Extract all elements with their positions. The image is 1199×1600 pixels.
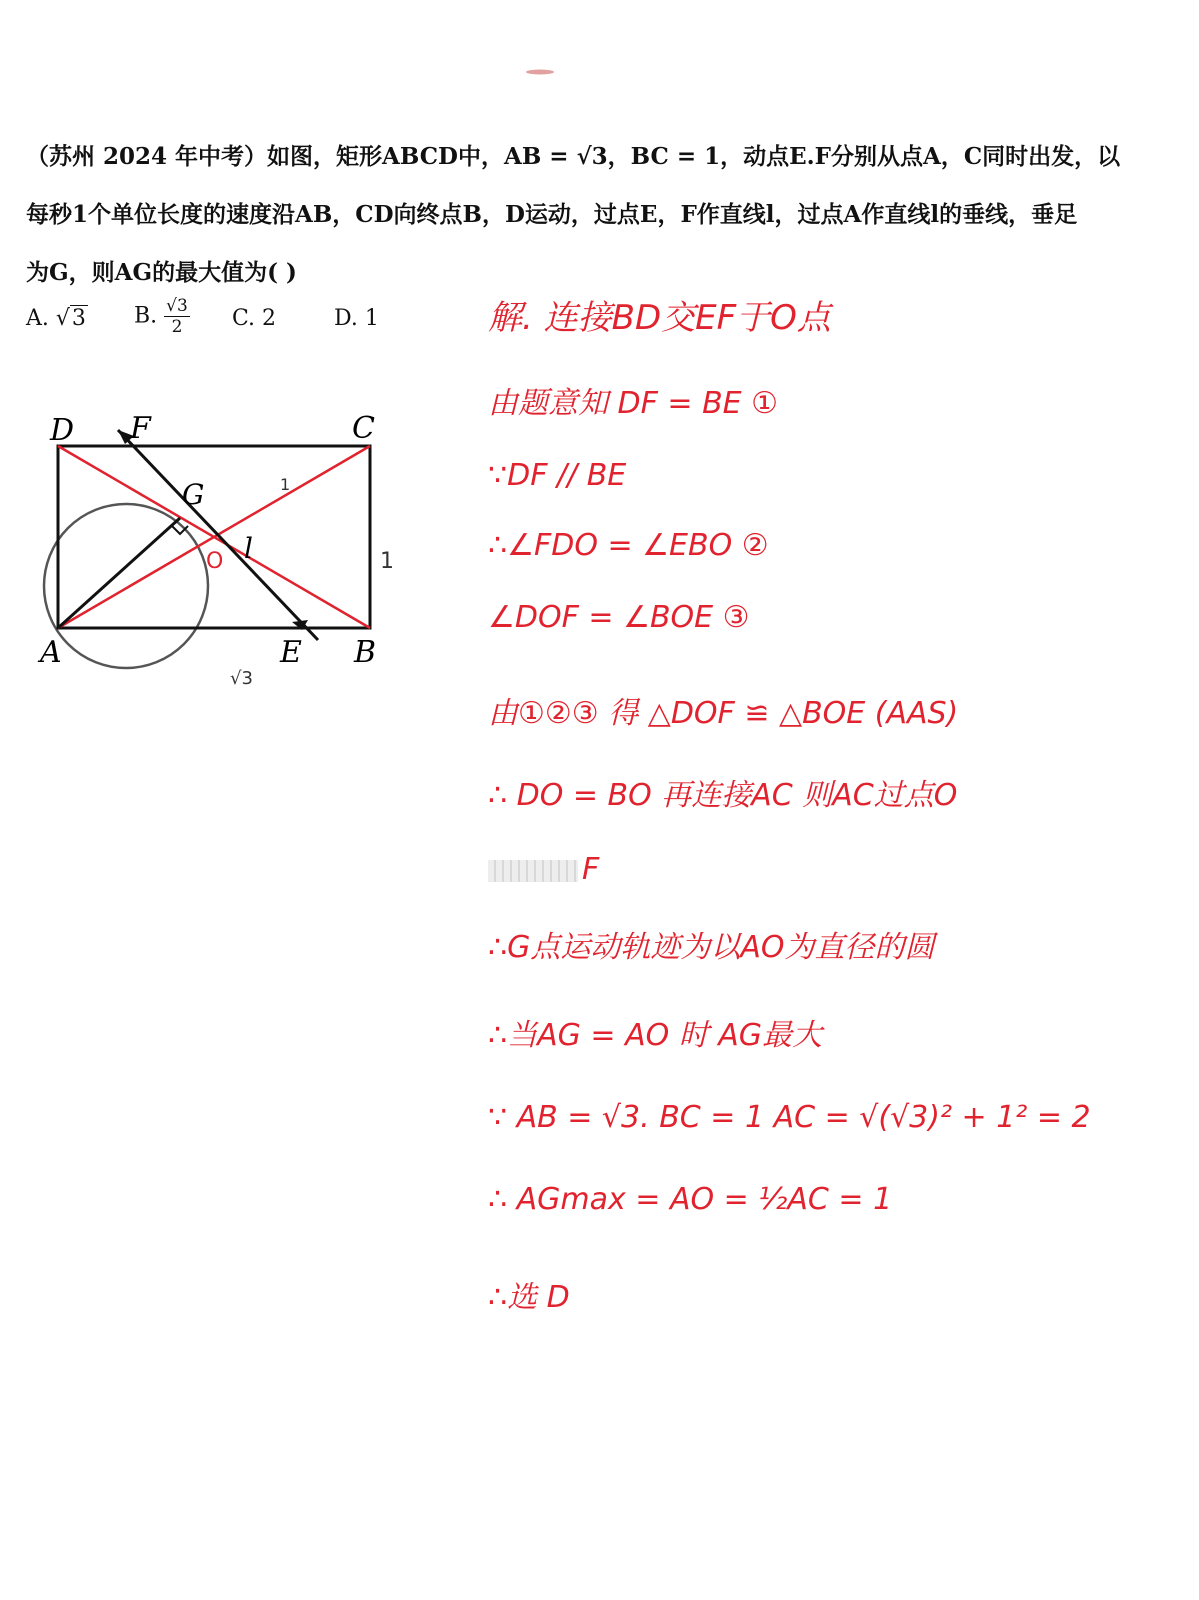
label-f: F [130,411,151,446]
solution-line: ∴G点运动轨迹为以AO为直径的圆 [488,930,935,965]
problem-line-2: 每秒1个单位长度的速度沿AB，CD向终点B，D运动，过点E，F作直线l，过点A作直线l的垂线，垂足 [26,201,1078,228]
option-b: B. $\frac{√3}{2}$ [134,296,188,337]
solution-line: ∠DOF = ∠BOE ③ [488,600,750,635]
solution-line: 由题意知 DF = BE ① [488,386,779,421]
solution-line: ∵ AB = √3. BC = 1 AC = √(√3)² + 1² = 2 [488,1100,1091,1135]
locus-circle [44,504,208,668]
fraction: $\frac{√3}{2}$ [166,296,188,337]
solution-line: 解. 连接BD交EF于O点 [488,298,831,338]
option-d: D. 1 [334,306,379,331]
label-c: C [352,411,375,446]
geometry-figure [30,400,410,700]
label-g: G [182,478,205,511]
solution-line: ∴选 D [488,1280,570,1315]
label-e: E [280,635,302,670]
segment-ag [58,518,180,628]
label-d: D [50,413,75,448]
label-o: O [206,549,224,574]
blurred-region [488,860,578,882]
annotation-3: √3 [230,668,253,689]
solution-line-redacted: F [488,852,599,887]
solution-line: ∴ DO = BO 再连接AC 则AC过点O [488,778,958,813]
problem-line-3: 为G，则AG的最大值为( ) [26,259,297,286]
label-l: l [244,532,253,565]
scan-smudge [520,68,560,76]
solution-line: ∵DF // BE [488,458,627,493]
annotation-1: 1 [280,475,291,494]
solution-line: ∴∠FDO = ∠EBO ② [488,528,769,563]
option-c: C. 2 [232,306,277,331]
problem-statement [26,128,1176,302]
solution-line: 由①②③ 得 △DOF ≌ △BOE (AAS) [488,696,959,731]
solution-line: ∴ AGmax = AO = ½AC = 1 [488,1182,893,1217]
solution-line: ∴当AG = AO 时 AG最大 [488,1018,823,1053]
sqrt-sign: √3 [55,306,86,331]
annotation-2: 1 [380,549,394,574]
answer-options [26,296,446,350]
line-l [118,430,318,640]
option-a: A. √3 [26,306,86,331]
label-a: A [40,635,62,670]
problem-line-1: （苏州 2024 年中考）如图，矩形ABCD中，AB = √3，BC = 1，动点E.F分别从点A，C同时出发，以 [26,143,1121,170]
label-b: B [354,635,377,670]
